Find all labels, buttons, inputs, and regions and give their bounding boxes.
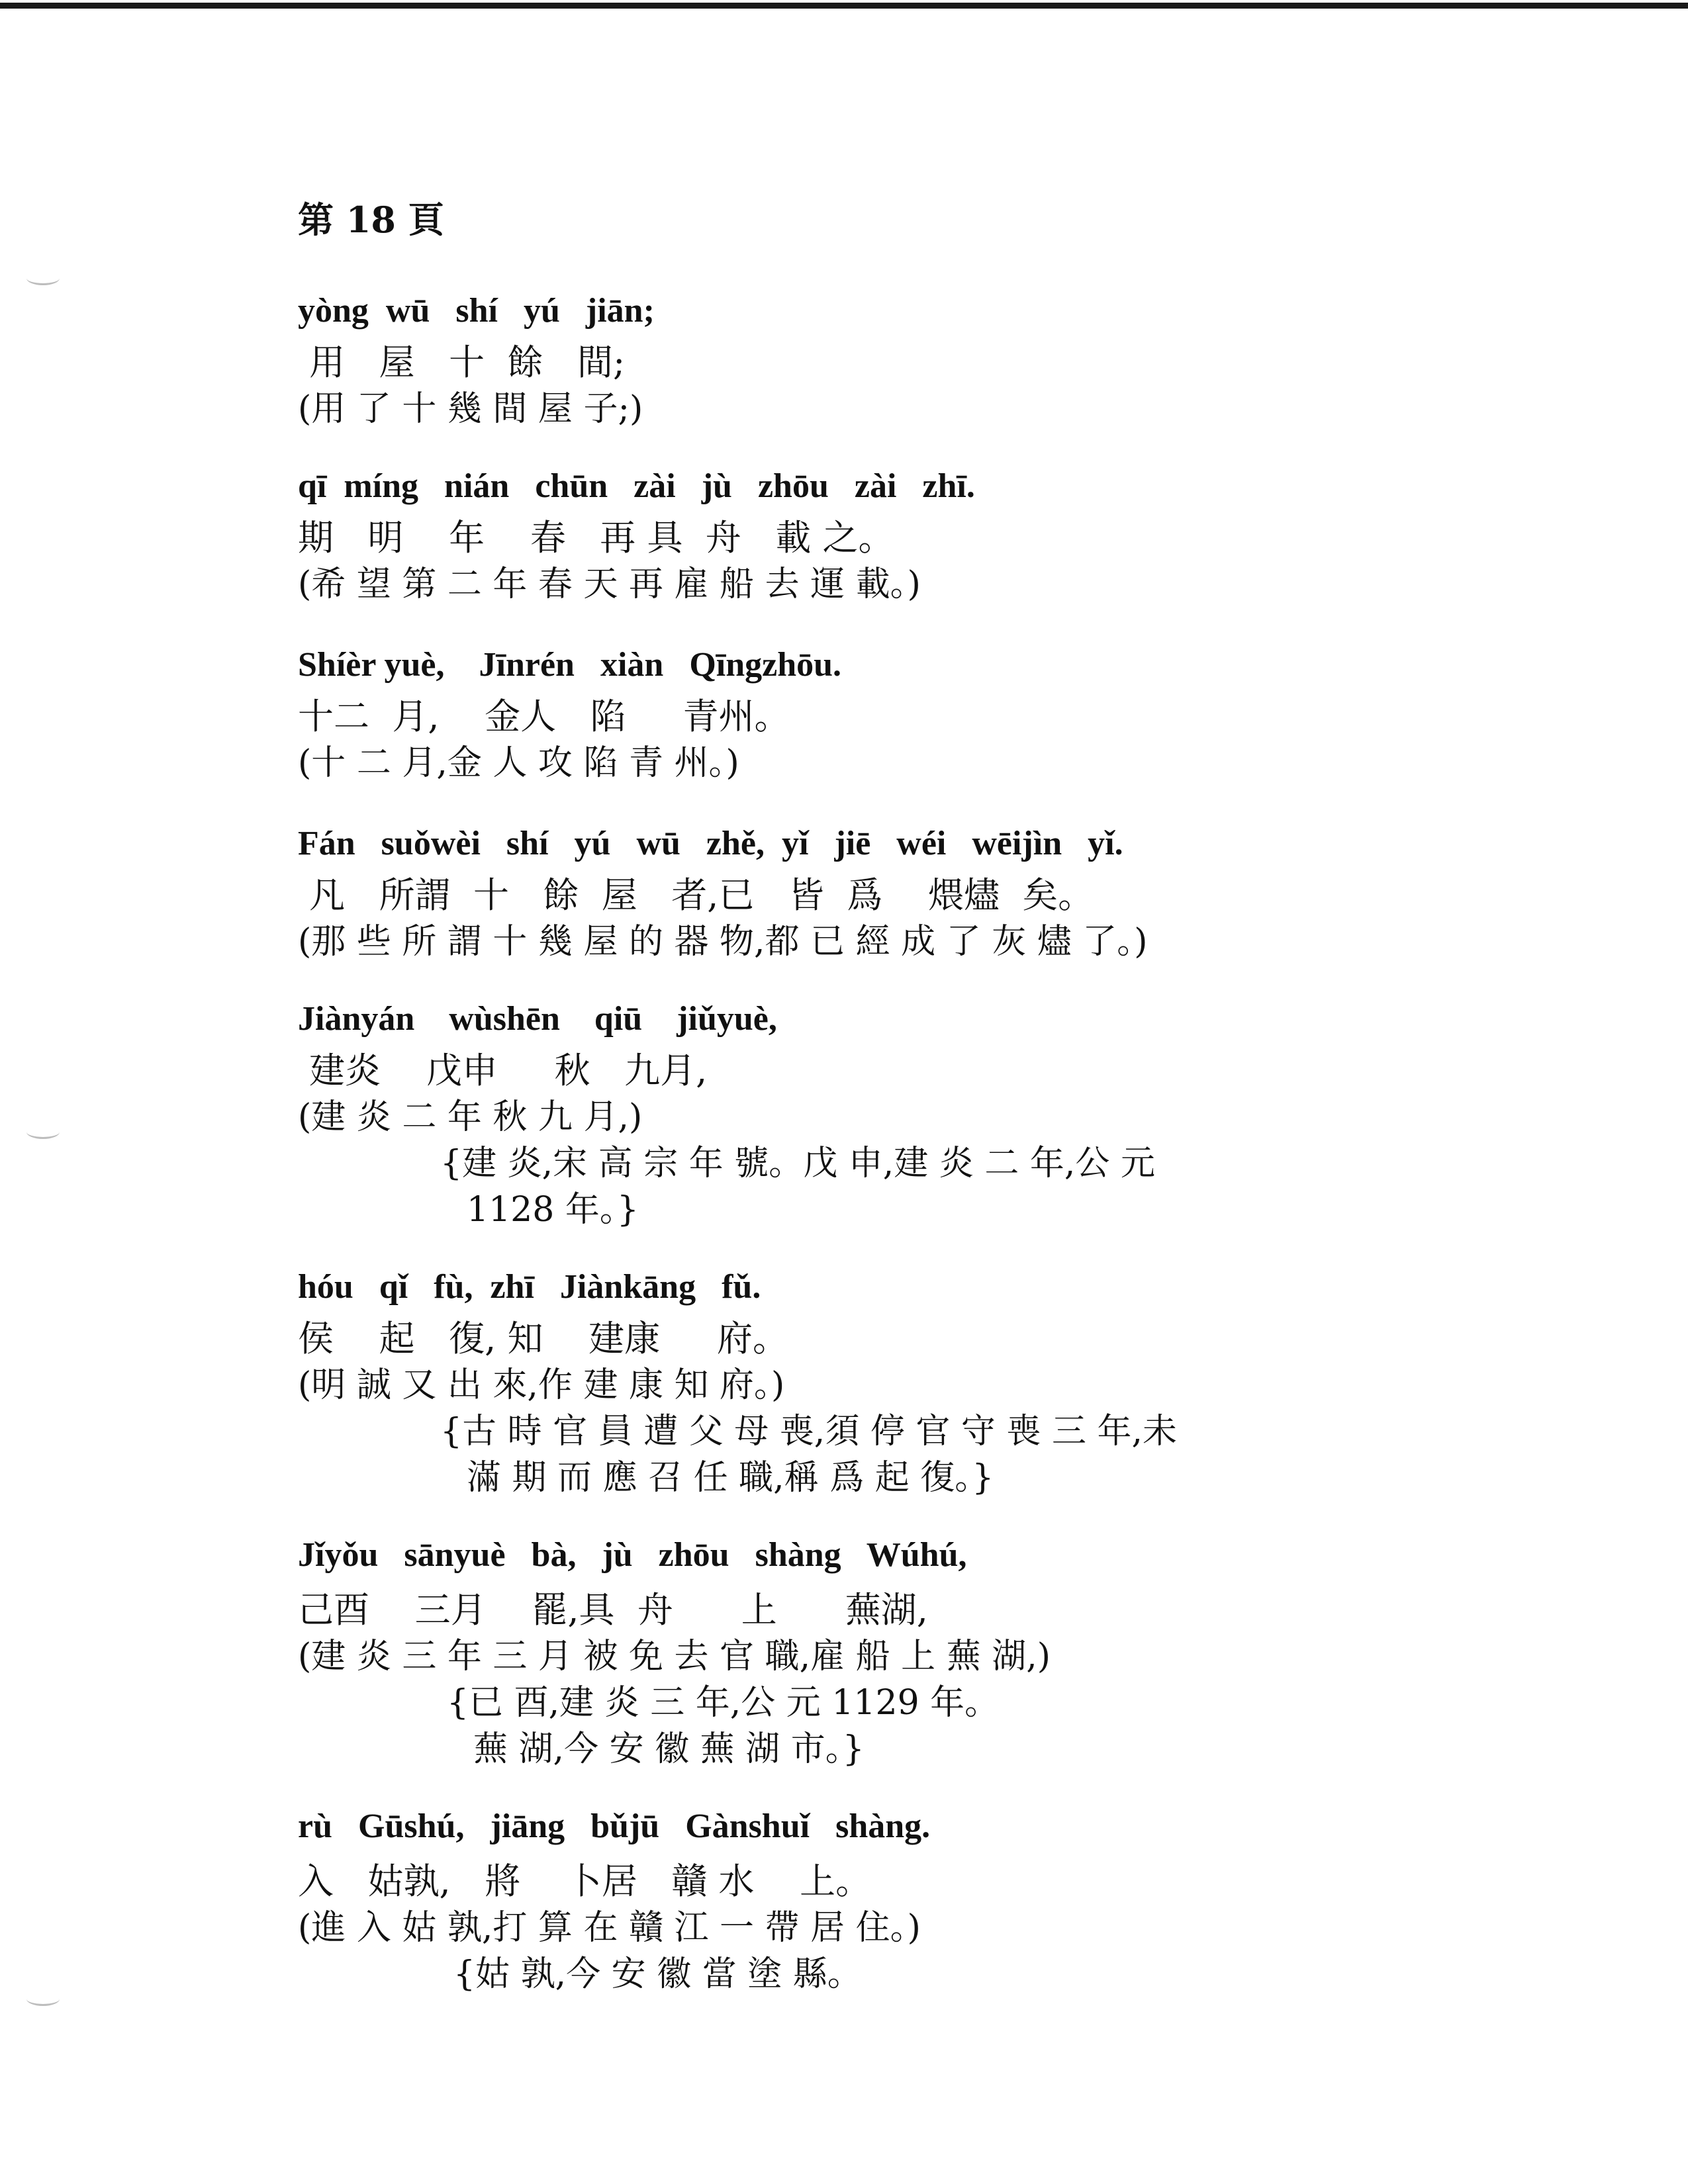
chinese-text-line: 凡 所謂 十 餘 屋 者,已 皆 爲 煨燼 矣。 [298,874,1094,916]
translation-line: (希 望 第 二 年 春 天 再 雇 船 去 運 載。) [298,565,921,604]
annotation-note: 滿 期 而 應 召 任 職,稱 爲 起 復。} [467,1458,994,1498]
punch-hole-mark [26,1992,60,2006]
translation-line: (十 二 月,金 人 攻 陷 青 州。) [298,743,739,783]
pinyin-line: qī míng nián chūn zài jù zhōu zài zhī. [298,467,975,505]
translation-line: (建 炎 二 年 秋 九 月,) [298,1097,643,1137]
annotation-note: 蕪 湖,今 安 徽 蕪 湖 市。} [473,1729,865,1769]
scan-top-edge [0,3,1688,9]
annotation-note: {建 炎,宋 高 宗 年 號。戊 申,建 炎 二 年,公 元 [440,1144,1155,1183]
annotation-note: 1128 年。} [467,1190,639,1230]
chinese-text-line: 十二 月, 金人 陷 青州。 [298,696,790,737]
pinyin-line: Shíèr yuè, Jīnrén xiàn Qīngzhōu. [298,646,842,684]
chinese-text-line: 侯 起 復, 知 建康 府。 [298,1318,788,1359]
punch-hole-mark [26,271,60,285]
chinese-text-line: 期 明 年 春 再 具 舟 載 之。 [298,517,894,559]
pinyin-line: rù Gūshú, jiāng bǔjū Gànshuǐ shàng. [298,1807,931,1845]
pinyin-line: hóu qǐ fù, zhī Jiànkāng fǔ. [298,1268,761,1306]
annotation-note: {姑 孰,今 安 徽 當 塗 縣。 [453,1954,862,1994]
punch-hole-mark [26,1125,60,1139]
translation-line: (建 炎 三 年 三 月 被 免 去 官 職,雇 船 上 蕪 湖,) [298,1637,1051,1676]
page-heading: 第 18 頁 [298,199,444,241]
pinyin-line: Fán suǒwèi shí yú wū zhě, yǐ jiē wéi wēijìn yǐ. [298,825,1123,862]
chinese-text-line: 入 姑孰, 將 卜居 贛 水 上。 [298,1860,872,1902]
chinese-text-line: 用 屋 十 餘 間; [298,341,626,383]
pinyin-line: Jiànyán wùshēn qiū jiǔyuè, [298,1000,777,1038]
pinyin-line: yòng wū shí yú jiān; [298,292,655,330]
translation-line: (明 誠 又 出 來,作 建 康 知 府。) [298,1365,785,1405]
annotation-note: {已 酉,建 炎 三 年,公 元 1129 年。 [447,1683,1000,1723]
translation-line: (進 入 姑 孰,打 算 在 贛 江 一 帶 居 住。) [298,1908,921,1948]
pinyin-line: Jǐyǒu sānyuè bà, jù zhōu shàng Wúhú, [298,1536,967,1574]
chinese-text-line: 己酉 三月 罷,具 舟 上 蕪湖, [298,1589,928,1631]
translation-line: (用 了 十 幾 間 屋 子;) [298,389,643,429]
translation-line: (那 些 所 謂 十 幾 屋 的 器 物,都 已 經 成 了 灰 燼 了。) [298,922,1148,962]
chinese-text-line: 建炎 戊申 秋 九月, [298,1050,708,1091]
annotation-note: {古 時 官 員 遭 父 母 喪,須 停 官 守 喪 三 年,未 [440,1412,1178,1451]
